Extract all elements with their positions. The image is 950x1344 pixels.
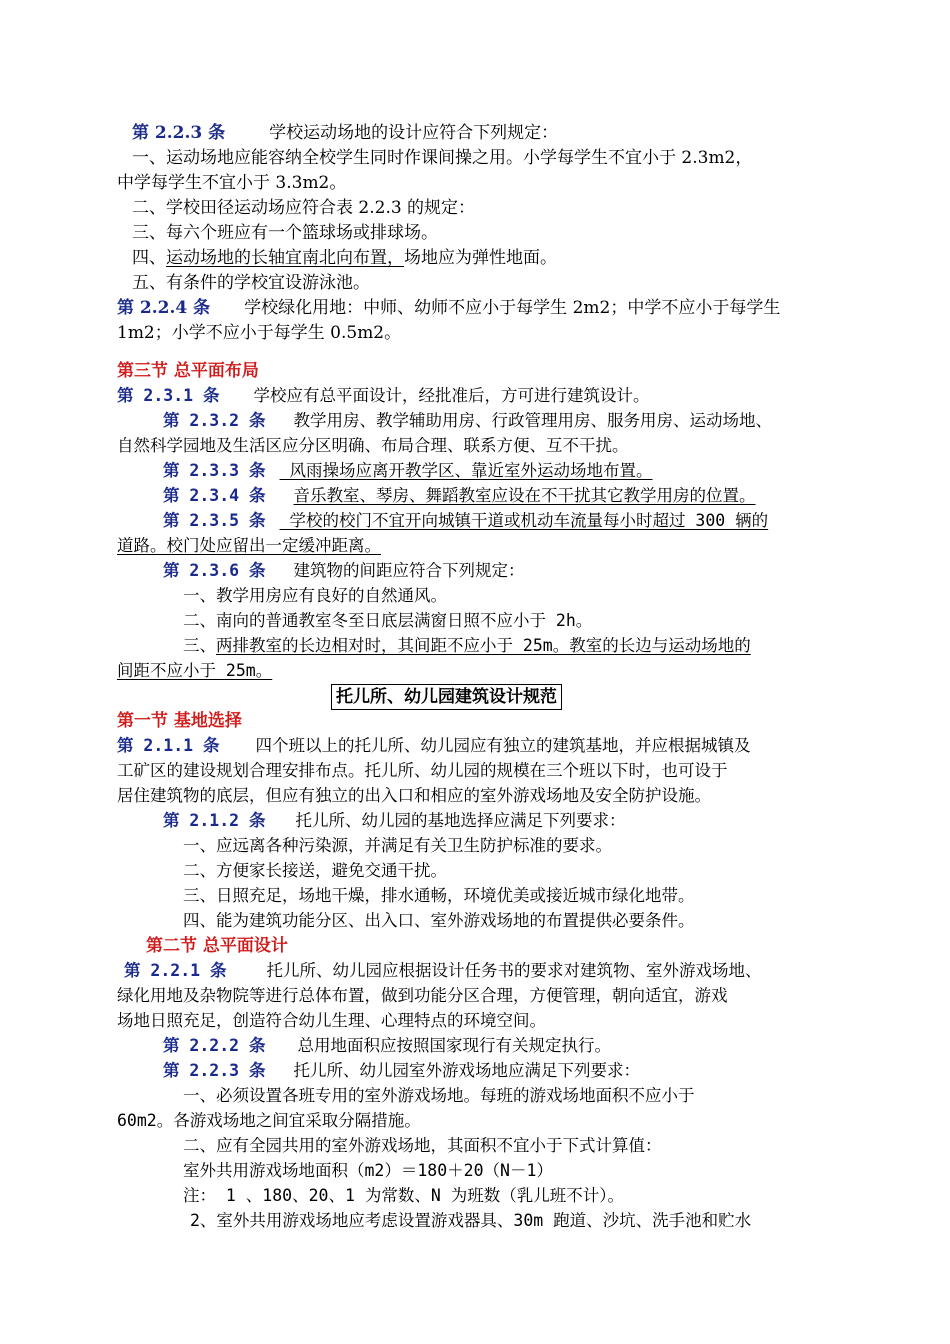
formula-note: 注： 1 、180、20、1 为常数、N 为班数（乳儿班不计）。 (183, 1186, 624, 1205)
formula-note-2: 2、室外共用游戏场地应考虑设置游戏器具、30m 跑道、沙坑、洗手池和贮水 (190, 1211, 752, 1230)
requirement-item-2: 二、方便家长接送，避免交通干扰。 (183, 861, 447, 880)
article-number: 第 2.3.1 条 (117, 386, 220, 405)
article-2-2-1-cont: 场地日照充足，创造符合幼儿生理、心理特点的环境空间。 (117, 1011, 546, 1030)
spacing-item-3 (183, 634, 751, 658)
document-title: 托儿所、幼儿园建筑设计规范 (331, 684, 562, 710)
requirement-item-4: 四、能为建筑功能分区、出入口、室外游戏场地的布置提供必要条件。 (183, 911, 695, 930)
clause-3-line: 三、每六个班应有一个篮球场或排球场。 (132, 223, 438, 243)
section-heading: 第二节 总平面设计 (146, 936, 288, 956)
underlined-text: 风雨操场应离开教学区、靠近室外运动场地布置。 (279, 461, 653, 480)
underlined-text: 学校的校门不宜开向城镇干道或机动车流量每小时超过 300 辆的 (279, 511, 769, 530)
article-text: 托儿所、幼儿园的基地选择应满足下列要求： (295, 811, 626, 830)
article-2-3-6-line (163, 559, 525, 583)
requirement-item-1: 一、应远离各种污染源，并满足有关卫生防护标准的要求。 (183, 836, 612, 855)
article-number: 第 2.2.3 条 (132, 123, 226, 143)
clause-5-line: 五、有条件的学校宜设游泳池。 (132, 273, 370, 293)
article-number: 第 2.2.4 条 (117, 298, 211, 318)
article-2-1-1-cont: 居住建筑物的底层，但应有独立的出入口和相应的室外游戏场地及安全防护设施。 (117, 786, 711, 805)
article-number: 第 2.3.4 条 (163, 486, 266, 505)
article-text: 托儿所、幼儿园室外游戏场地应满足下列要求： (293, 1061, 641, 1080)
article-2-3-5-line (163, 509, 768, 533)
requirement-item-3: 三、日照充足，场地干燥，排水通畅，环境优美或接近城市绿化地带。 (183, 886, 695, 905)
article-2-3-4-line (163, 484, 756, 508)
article-2-3-5-cont: 道路。校门处应留出一定缓冲距离。 (117, 536, 381, 555)
article-number: 第 2.3.5 条 (163, 511, 266, 530)
article-2-2-3b-line (163, 1059, 640, 1083)
area-formula: 室外共用游戏场地面积（m2）＝180＋20（N－1） (183, 1161, 553, 1180)
playground-item-2: 二、应有全园共用的室外游戏场地，其面积不宜小于下式计算值： (183, 1136, 662, 1155)
clause-1-cont: 中学每学生不宜小于 3.3m2。 (117, 173, 347, 193)
article-text: 总用地面积应按照国家现行有关规定执行。 (297, 1036, 612, 1055)
article-2-2-3-line (132, 121, 558, 145)
article-number: 第 2.3.2 条 (163, 411, 266, 430)
playground-item-1: 一、必须设置各班专用的室外游戏场地。每班的游戏场地面积不应小于 (183, 1086, 695, 1105)
article-2-3-2-cont: 自然科学园地及生活区应分区明确、布局合理、联系方便、互不干扰。 (117, 436, 629, 455)
article-2-1-1-line (117, 734, 751, 758)
article-number: 第 2.2.2 条 (163, 1036, 266, 1055)
article-2-2-2-line (163, 1034, 611, 1058)
article-number: 第 2.3.6 条 (163, 561, 266, 580)
article-number: 第 2.1.1 条 (117, 736, 220, 755)
section-heading: 第三节 总平面布局 (117, 361, 259, 381)
underlined-text: 两排教室的长边相对时，其间距不应小于 25m。教室的长边与运动场地的 (216, 636, 751, 655)
article-text: 学校绿化用地：中师、幼师不应小于每学生 2m2；中学不应小于每学生 (244, 298, 781, 318)
article-number: 第 2.2.1 条 (124, 961, 227, 980)
article-text: 学校运动场地的设计应符合下列规定： (269, 123, 559, 143)
spacing-item-3-cont: 间距不应小于 25m。 (117, 661, 273, 680)
clause-prefix: 三、 (183, 636, 216, 655)
clause-1-line: 一、运动场地应能容纳全校学生同时作课间操之用。小学每学生不宜小于 2.3m2， (132, 148, 753, 168)
article-text: 托儿所、幼儿园应根据设计任务书的要求对建筑物、室外游戏场地、 (266, 961, 762, 980)
underlined-text: 运动场地的长轴宜南北向布置， (166, 248, 404, 268)
underlined-text: 音乐教室、琴房、舞蹈教室应设在不干扰其它教学用房的位置。 (293, 486, 756, 505)
article-text: 建筑物的间距应符合下列规定： (293, 561, 525, 580)
article-text: 学校应有总平面设计，经批准后，方可进行建筑设计。 (253, 386, 650, 405)
playground-item-1-cont: 60m2。各游戏场地之间宜采取分隔措施。 (117, 1111, 421, 1130)
article-number: 第 2.1.2 条 (163, 811, 266, 830)
article-number: 第 2.2.3 条 (163, 1061, 266, 1080)
article-2-1-2-line (163, 809, 626, 833)
article-number: 第 2.3.3 条 (163, 461, 266, 480)
article-2-1-1-cont: 工矿区的建设规划合理安排布点。托儿所、幼儿园的规模在三个班以下时，也可设于 (117, 761, 728, 780)
article-2-2-4-line (117, 296, 780, 320)
clause-2-line: 二、学校田径运动场应符合表 2.2.3 的规定： (132, 198, 476, 218)
spacing-item-2: 二、南向的普通教室冬至日底层满窗日照不应小于 2h。 (183, 611, 593, 630)
clause-prefix: 四、 (132, 248, 166, 268)
article-2-3-2-line (163, 409, 772, 433)
section-heading: 第一节 基地选择 (117, 711, 242, 731)
article-text: 四个班以上的托儿所、幼儿园应有独立的建筑基地，并应根据城镇及 (255, 736, 751, 755)
clause-4-line (132, 246, 557, 270)
clause-text: 场地应为弹性地面。 (404, 248, 557, 268)
article-2-3-3-line (163, 459, 652, 483)
article-text: 教学用房、教学辅助用房、行政管理用房、服务用房、运动场地、 (293, 411, 773, 430)
article-2-2-4-cont: 1m2；小学不应小于每学生 0.5m2。 (117, 323, 402, 343)
article-2-2-1-cont: 绿化用地及杂物院等进行总体布置，做到功能分区合理，方便管理，朝向适宜，游戏 (117, 986, 728, 1005)
article-2-2-1-line (124, 959, 762, 983)
spacing-item-1: 一、教学用房应有良好的自然通风。 (183, 586, 447, 605)
article-2-3-1-line (117, 384, 650, 408)
